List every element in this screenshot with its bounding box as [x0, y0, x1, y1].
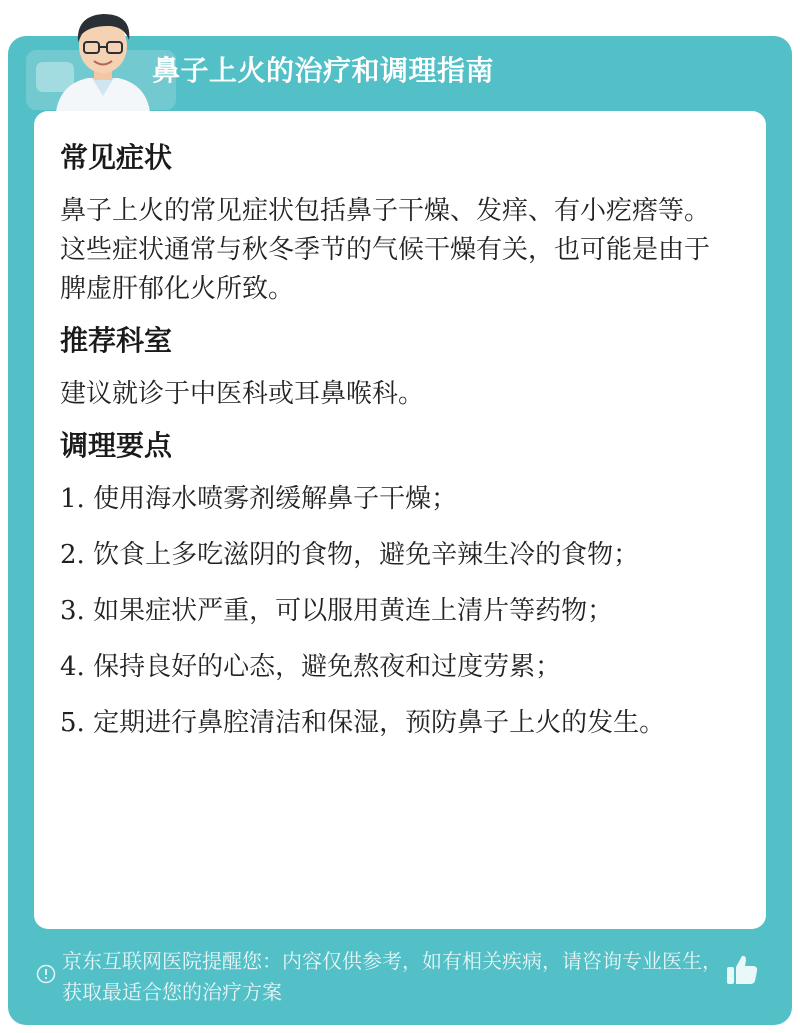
section-title-care: 调理要点	[60, 429, 173, 462]
list-item: 2. 饮食上多吃滋阴的食物，避免辛辣生冷的食物；	[60, 540, 640, 570]
section-title-symptoms: 常见症状	[60, 141, 173, 174]
info-circle-icon	[36, 964, 56, 984]
department-text: 建议就诊于中医科或耳鼻喉科。	[60, 379, 425, 409]
doctor-avatar-icon	[48, 4, 158, 112]
symptoms-text: 鼻子上火的常见症状包括鼻子干燥、发痒、有小疙瘩等。这些症状通常与秋冬季节的气候干燥有关，也可能是由于脾虚肝郁化火所致。	[60, 196, 711, 304]
care-list	[60, 480, 735, 743]
content-body	[60, 130, 735, 760]
list-item: 3. 如果症状严重，可以服用黄连上清片等药物；	[60, 596, 614, 626]
page-title: 鼻子上火的治疗和调理指南	[152, 54, 495, 87]
list-item: 4. 保持良好的心态，避免熬夜和过度劳累；	[60, 652, 562, 682]
list-item: 1. 使用海水喷雾剂缓解鼻子干燥；	[60, 484, 458, 514]
section-title-department: 推荐科室	[60, 324, 173, 357]
list-item: 5. 定期进行鼻腔清洁和保湿，预防鼻子上火的发生。	[60, 708, 666, 738]
thumbs-up-icon[interactable]	[724, 952, 760, 988]
disclaimer-text: 京东互联网医院提醒您：内容仅供参考，如有相关疾病，请咨询专业医生，获取最适合您的治疗方案	[62, 949, 722, 1004]
